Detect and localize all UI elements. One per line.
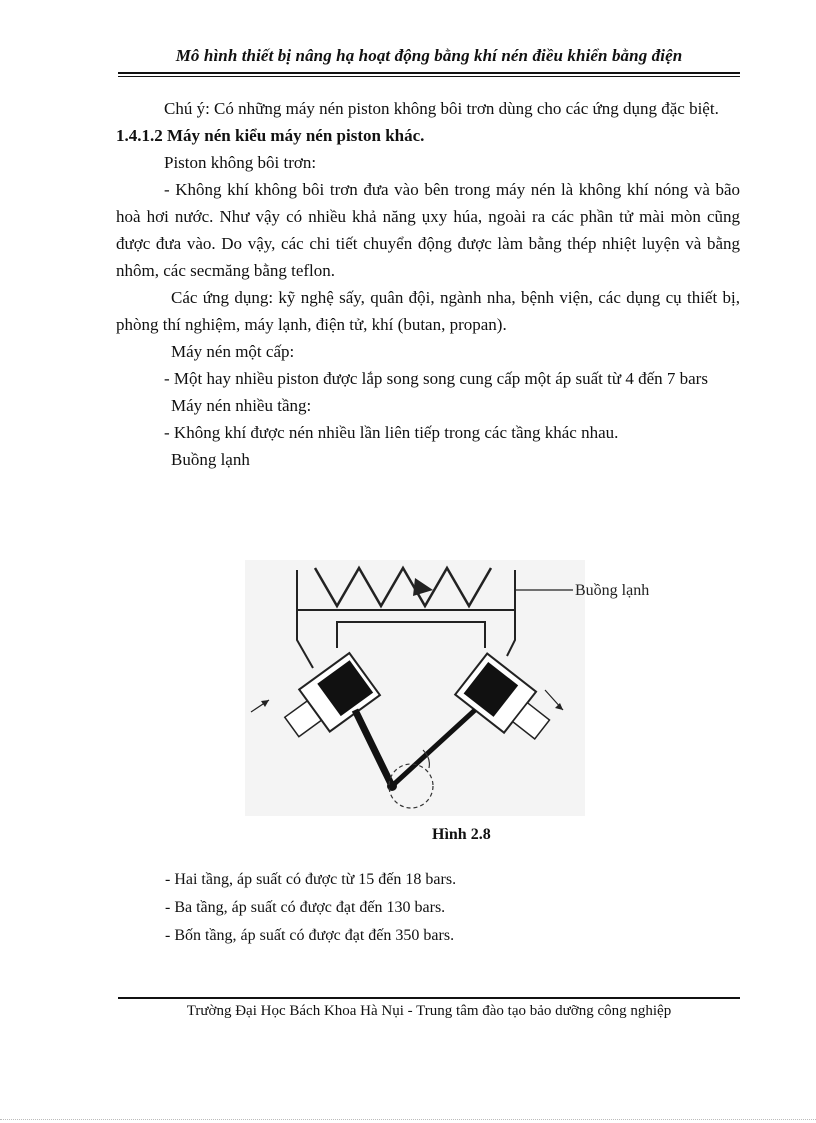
- page-edge-dots: [0, 1119, 816, 1120]
- paragraph-non-lubricated: - Không khí không bôi trơn đưa vào bên trong máy nén là không khí nóng và bão hoà hơi nước. Như vậy có nhiều khả năng ụxy húa, ngoài ra các phần tử mài mòn cũng được đưa vào. Do vậy, các chi tiết chuyển động được làm bằng thép nhiệt luyện và bằng nhôm, các secmăng bằng teflon.: [116, 180, 740, 280]
- cooling-chamber-label: Buồng lạnh: [575, 582, 650, 599]
- stage-pressure-list: [165, 866, 456, 950]
- figure-caption: Hình 2.8: [432, 826, 491, 843]
- section-heading: 1.4.1.2 Máy nén kiểu máy nén piston khác.: [116, 126, 425, 145]
- compressor-figure: [245, 560, 665, 816]
- list-item-three-stage: - Ba tầng, áp suất có được đạt đến 130 bars.: [165, 899, 446, 916]
- subhead-cooling-chamber: Buồng lạnh: [171, 450, 250, 469]
- paragraph-single-stage: - Một hay nhiều piston được lắp song song cung cấp một áp suất từ 4 đến 7 bars: [164, 369, 708, 388]
- header-rule-thin: [118, 76, 740, 77]
- note-paragraph: Chú ý: Có những máy nén piston không bôi trơn dùng cho các ứng dụng đặc biệt.: [164, 99, 719, 118]
- list-item-two-stage: - Hai tầng, áp suất có được từ 15 đến 18 bars.: [165, 871, 457, 888]
- header-rule-thick: [118, 72, 740, 74]
- subhead-single-stage: Máy nén một cấp:: [171, 342, 295, 361]
- document-body: [116, 95, 740, 473]
- crankshaft-pin: [387, 781, 397, 791]
- list-item-four-stage: - Bốn tầng, áp suất có được đạt đến 350 bars.: [165, 927, 455, 944]
- compressor-diagram: [245, 560, 665, 816]
- footer-rule: [118, 997, 740, 999]
- paragraph-applications: Các ứng dụng: kỹ nghệ sấy, quân đội, ngành nha, bệnh viện, các dụng cụ thiết bị, phòng thí nghiệm, máy lạnh, điện tử, khí (butan, propan).: [116, 288, 740, 334]
- subhead-non-lubricated: Piston không bôi trơn:: [164, 153, 317, 172]
- page-footer: Trường Đại Học Bách Khoa Hà Nụi - Trung tâm đào tạo bảo dưỡng công nghiệp: [186, 1003, 672, 1019]
- paragraph-multi-stage: - Không khí được nén nhiều lần liên tiếp trong các tầng khác nhau.: [164, 423, 619, 442]
- page-header-title: Mô hình thiết bị nâng hạ hoạt động bằng khí nén điều khiển bằng điện: [175, 46, 683, 65]
- subhead-multi-stage: Máy nén nhiều tầng:: [171, 396, 312, 415]
